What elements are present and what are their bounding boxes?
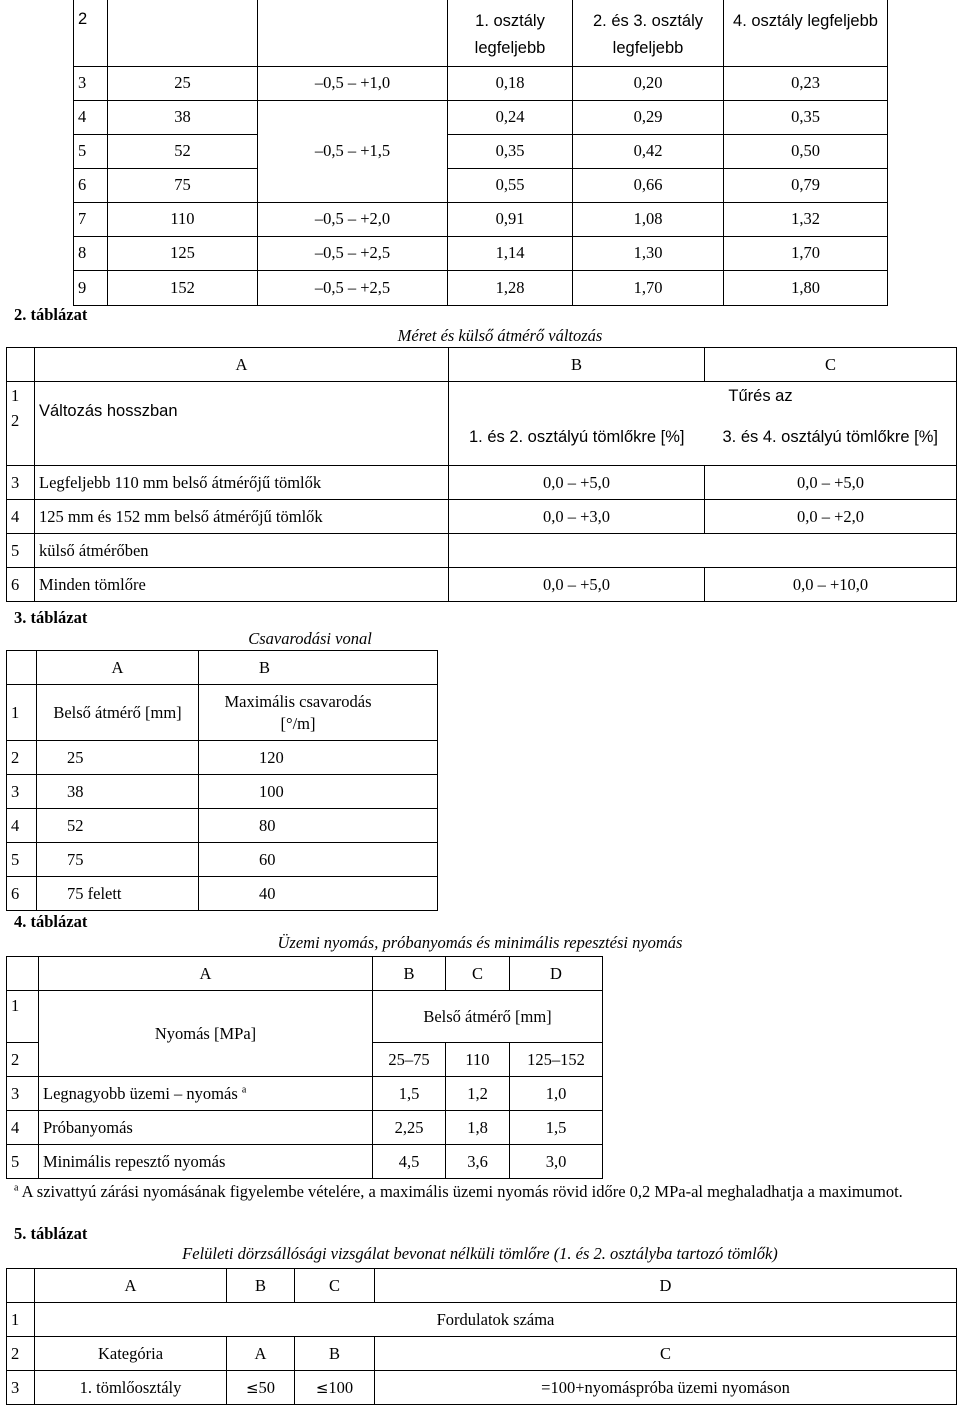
tolerance-cell: –0,5 – +1,5 [258,134,448,168]
row-number: 3 [74,66,108,100]
table-row [74,202,888,236]
diameter-range: 125–152 [510,1043,603,1077]
table-row [74,270,888,305]
row-number: 4 [7,1111,39,1145]
column-letter: C [705,348,957,382]
row-number: 1 [7,382,35,410]
value-cell: 38 [37,775,199,809]
diameter-cell: 25 [108,66,258,100]
value-cell: 25 [37,741,199,775]
table-3-header-row [7,685,438,741]
value-cell: 1,30 [573,236,724,270]
value-cell: 1,80 [724,270,888,305]
row-number: 3 [7,775,37,809]
diameter-cell: 110 [108,202,258,236]
column-letter: A [37,651,199,685]
table-row [74,236,888,270]
header-class-4: 4. osztály legfeljebb [724,0,888,66]
row-number: 5 [7,843,37,877]
category-label: Kategória [35,1337,227,1371]
empty-cell [7,957,39,991]
category-c: C [375,1337,957,1371]
table-row [7,1371,957,1405]
value-cell: 1,5 [510,1111,603,1145]
value-cell: 3,6 [446,1145,510,1179]
value-cell: 60 [199,843,438,877]
column-letter: C [446,957,510,991]
tolerance-cell [258,100,448,134]
table-2-title: Méret és külső átmérő változás [397,326,603,345]
value-cell: 0,66 [573,168,724,202]
empty-cell [7,1269,35,1303]
less-equal-icon: ≤ [245,1378,259,1397]
value-cell: 0,20 [573,66,724,100]
value-cell: 0,0 – +10,0 [705,568,957,602]
table-row [7,1337,957,1371]
table-4-header-row-1 [7,991,603,1043]
table-4 [6,956,603,1179]
diameter-cell: 38 [108,100,258,134]
value-cell: 1,8 [446,1111,510,1145]
column-letter: A [35,1269,227,1303]
table-row [74,168,888,202]
row-number: 3 [7,1371,35,1405]
row-number: 1 [7,991,39,1043]
table-2-caption: 2. táblázat [14,305,88,324]
value-cell: 40 [199,877,438,911]
column-letter: D [510,957,603,991]
tolerance-header: Tűrés az [449,382,957,410]
row-number: 1 [7,1303,35,1337]
column-letter: B [373,957,446,991]
value-cell: 80 [199,809,438,843]
pressure-header: Nyomás [MPa] [39,991,373,1077]
value-cell: 100 [199,775,438,809]
value-text: 100 [328,1377,354,1397]
table-2 [6,347,957,602]
row-number: 6 [7,568,35,602]
tolerance-cell: –0,5 – +2,5 [258,236,448,270]
row-label [39,1077,373,1111]
class-1-2-header: 1. és 2. osztályú tömlőkre [%] [449,410,705,466]
row-number: 5 [7,1145,39,1179]
table-row [7,466,957,500]
row-label: külső átmérőben [35,534,449,568]
table-3-column-letters [7,651,438,685]
table-row [7,1077,603,1111]
value-cell: 0,35 [448,134,573,168]
row-number: 4 [74,100,108,134]
row-number: 1 [7,685,37,741]
row-label: Legfeljebb 110 mm belső átmérőjű tömlők [35,466,449,500]
value-cell: 1,32 [724,202,888,236]
value-cell: 0,18 [448,66,573,100]
value-cell [295,1371,375,1405]
table-5-caption: 5. táblázat [14,1224,88,1243]
value-cell: 2,25 [373,1111,446,1145]
empty-cell [108,0,258,66]
hose-class-label: 1. tömlőosztály [35,1371,227,1405]
row-number: 6 [74,168,108,202]
value-cell: 1,70 [724,236,888,270]
table-4-caption: 4. táblázat [14,912,88,931]
row-number: 2 [7,1043,39,1077]
diameter-cell: 52 [108,134,258,168]
table-5-title: Felületi dörzsállósági vizsgálat bevonat nélküli tömlőre (1. és 2. osztályba tartozó tömlők) [182,1244,778,1263]
row-number: 2 [7,410,35,466]
table-3-title: Csavarodási vonal [248,629,372,648]
table-4-title: Üzemi nyomás, próbanyomás és minimális repesztési nyomás [277,933,683,952]
table-row [7,1111,603,1145]
column-letter: C [295,1269,375,1303]
table-1-header-row [74,0,888,66]
row-label: Próbanyomás [39,1111,373,1145]
table-row [7,568,957,602]
table-3 [6,650,438,911]
table-row [74,134,888,168]
table-5-column-letters [7,1269,957,1303]
footnote-ref: a [241,1084,247,1095]
row-label: 125 mm és 152 mm belső átmérőjű tömlők [35,500,449,534]
value-cell: 0,0 – +2,0 [705,500,957,534]
table-5-header-row [7,1303,957,1337]
header-class-1: 1. osztály legfeljebb [448,0,573,66]
row-number: 7 [74,202,108,236]
empty-cell [7,348,35,382]
value-cell: 0,23 [724,66,888,100]
value-cell: 0,0 – +5,0 [449,466,705,500]
value-cell: 1,14 [448,236,573,270]
tolerance-cell: –0,5 – +2,5 [258,270,448,305]
table-2-column-letters [7,348,957,382]
table-1 [73,0,888,306]
inner-diameter-header: Belső átmérő [mm] [373,991,603,1043]
value-cell: 0,0 – +5,0 [449,568,705,602]
value-cell: 1,2 [446,1077,510,1111]
table-2-header-row-1 [7,382,957,410]
tolerance-cell: –0,5 – +2,0 [258,202,448,236]
row-number: 2 [7,1337,35,1371]
table-row [7,809,438,843]
diameter-cell: 152 [108,270,258,305]
tolerance-cell [258,168,448,202]
row-number: 5 [7,534,35,568]
class-3-4-header: 3. és 4. osztályú tömlőkre [%] [705,410,957,466]
value-cell: 1,70 [573,270,724,305]
value-cell: 0,79 [724,168,888,202]
column-letter: B [449,348,705,382]
row-number: 3 [7,1077,39,1111]
row-label-text: Legnagyobb üzemi – nyomás [43,1083,238,1103]
row-number: 6 [7,877,37,911]
row-number: 9 [74,270,108,305]
value-cell: 0,29 [573,100,724,134]
table-row [7,741,438,775]
revolutions-header: Fordulatok száma [35,1303,957,1337]
value-cell [449,534,957,568]
value-cell: 0,42 [573,134,724,168]
value-cell: 120 [199,741,438,775]
row-label: Változás hosszban [35,382,449,466]
max-twist-header: Maximális csavarodás [°/m] [199,685,438,741]
diameter-range: 110 [446,1043,510,1077]
empty-cell [258,0,448,66]
inner-diameter-header: Belső átmérő [mm] [37,685,199,741]
value-cell: 0,24 [448,100,573,134]
column-letter: D [375,1269,957,1303]
table-row [7,877,438,911]
table-row [7,534,957,568]
value-cell: 1,28 [448,270,573,305]
category-a: A [227,1337,295,1371]
row-number: 8 [74,236,108,270]
table-5 [6,1268,957,1405]
value-cell: 1,5 [373,1077,446,1111]
value-text: 50 [258,1377,276,1397]
value-cell: 3,0 [510,1145,603,1179]
value-cell [227,1371,295,1405]
diameter-cell: 75 [108,168,258,202]
value-cell: =100+nyomáspróba üzemi nyomáson [375,1371,957,1405]
row-number: 2 [74,0,108,66]
footnote-text: A szivattyú zárási nyomásának figyelembe vételére, a maximális üzemi nyomás rövid időre 0,2 MPa-al meghaladhatja a maximumot. [21,1182,903,1201]
table-row [74,100,888,134]
value-cell: 0,0 – +5,0 [705,466,957,500]
value-cell: 0,50 [724,134,888,168]
value-cell: 0,91 [448,202,573,236]
column-letter: B [227,1269,295,1303]
header-class-2-3: 2. és 3. osztály legfeljebb [573,0,724,66]
value-cell: 1,08 [573,202,724,236]
table-row [7,775,438,809]
footnote-mark: a [14,1182,19,1194]
less-equal-icon: ≤ [315,1378,329,1397]
value-cell: 75 [37,843,199,877]
table-row [7,500,957,534]
diameter-range: 25–75 [373,1043,446,1077]
table-row [74,66,888,100]
table-3-caption: 3. táblázat [14,608,88,627]
row-number: 4 [7,809,37,843]
value-cell: 75 felett [37,877,199,911]
row-number: 4 [7,500,35,534]
table-row [7,1145,603,1179]
empty-cell [7,651,37,685]
column-letter: B [199,651,438,685]
category-b: B [295,1337,375,1371]
value-cell: 0,35 [724,100,888,134]
value-cell: 0,55 [448,168,573,202]
row-label: Minden tömlőre [35,568,449,602]
table-4-column-letters [7,957,603,991]
value-cell: 52 [37,809,199,843]
value-cell: 1,0 [510,1077,603,1111]
row-number: 5 [74,134,108,168]
row-label: Minimális repesztő nyomás [39,1145,373,1179]
row-number: 2 [7,741,37,775]
column-letter: A [39,957,373,991]
table-4-footnote [14,1181,950,1203]
table-row [7,843,438,877]
row-number: 3 [7,466,35,500]
value-cell: 4,5 [373,1145,446,1179]
tolerance-cell: –0,5 – +1,0 [258,66,448,100]
column-letter: A [35,348,449,382]
diameter-cell: 125 [108,236,258,270]
value-cell: 0,0 – +3,0 [449,500,705,534]
